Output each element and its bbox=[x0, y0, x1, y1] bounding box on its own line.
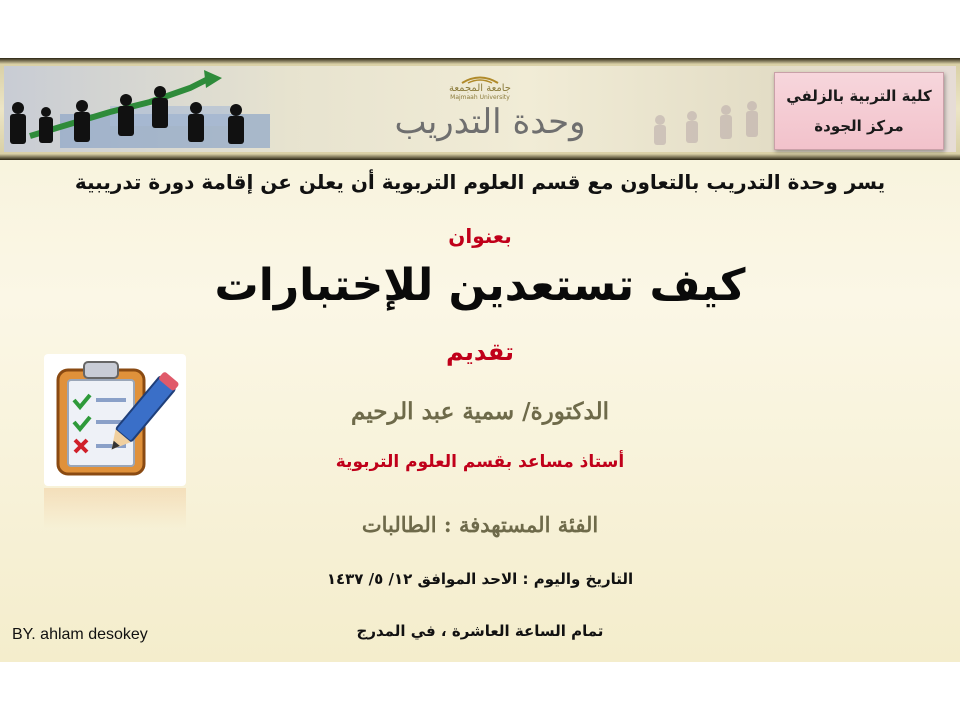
faded-people-icon bbox=[640, 66, 770, 152]
training-unit-title: وحدة التدريب bbox=[394, 102, 586, 142]
presenter-name: الدكتورة/ سمية عبد الرحيم bbox=[351, 398, 609, 425]
university-logo bbox=[420, 74, 540, 100]
college-box bbox=[774, 72, 944, 150]
course-title: كيف تستعدين للإختبارات bbox=[214, 260, 746, 311]
university-name: جامعة المجمعة bbox=[449, 83, 511, 94]
clipboard-card bbox=[44, 354, 186, 486]
quality-center: مركز الجودة bbox=[814, 117, 904, 135]
presenter-position: أستاذ مساعد بقسم العلوم التربوية bbox=[335, 452, 625, 472]
event-time-place: تمام الساعة العاشرة ، في المدرج bbox=[356, 622, 604, 640]
author-credit: BY. ahlam desokey bbox=[12, 626, 148, 643]
title-label: بعنوان bbox=[448, 224, 512, 248]
college-name: كلية التربية بالزلفي bbox=[786, 87, 932, 105]
business-team-silhouettes-icon bbox=[0, 66, 300, 152]
university-latin-name: Majmaah University bbox=[450, 94, 510, 101]
clipboard-reflection bbox=[44, 488, 186, 528]
presented-by-label: تقديم bbox=[446, 338, 514, 366]
target-audience: الفئة المستهدفة : الطالبات bbox=[361, 512, 599, 537]
clipboard-checklist-icon bbox=[44, 354, 186, 486]
event-date: التاريخ واليوم : الاحد الموافق ١٢/ ٥/ ١٤٣٧ bbox=[326, 570, 634, 588]
announcement-intro: يسر وحدة التدريب بالتعاون مع قسم العلوم التربوية أن يعلن عن إقامة دورة تدريبية bbox=[74, 170, 886, 194]
